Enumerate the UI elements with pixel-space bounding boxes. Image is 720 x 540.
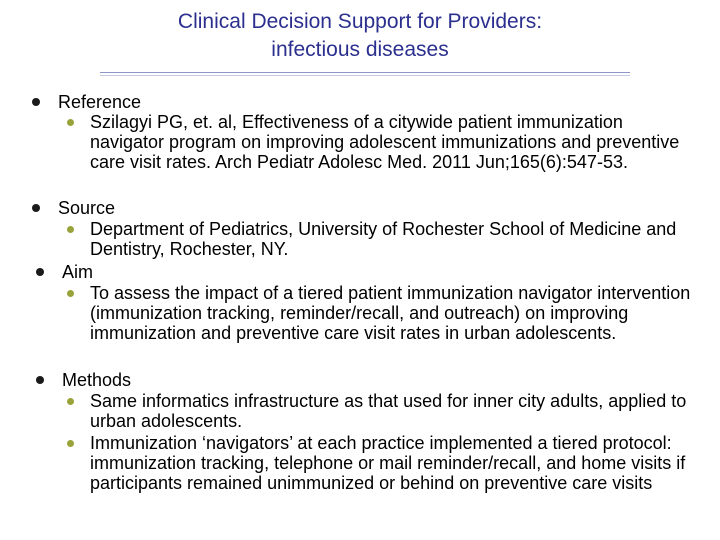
sub-bullet-icon — [67, 119, 74, 126]
reference-citation: Szilagyi PG, et. al, Effectiveness of a citywide patient immunization navigator program on improving adolescent immunizations and preventive care visit rates. Arch Pediatr Adolesc Med. 2011 Jun;165(6):547-53. — [90, 112, 680, 172]
section-heading-source: Source — [58, 198, 116, 218]
bullet-icon — [32, 98, 40, 106]
methods-item-2: Immunization ‘navigators’ at each practice implemented a tiered protocol: immunization tracking, telephone or mail reminder/recall, and home visits if participants remained unimmunized or behind on preventive care visits — [90, 433, 686, 493]
methods-item-1: Same informatics infrastructure as that used for inner city adults, applied to urban adolescents. — [90, 391, 687, 431]
sub-bullet-icon — [67, 440, 74, 447]
slide-title — [0, 8, 720, 64]
section-heading-methods: Methods — [62, 370, 132, 390]
slide-title-line-2: infectious diseases — [271, 38, 449, 61]
sub-bullet-icon — [67, 398, 74, 405]
source-text: Department of Pediatrics, University of Rochester School of Medicine and Dentistry, Rochester, NY. — [90, 219, 677, 259]
bullet-icon — [36, 268, 44, 276]
section-heading-aim: Aim — [62, 262, 93, 282]
aim-text: To assess the impact of a tiered patient immunization navigator intervention (immunization tracking, reminder/recall, and outreach) on improving immunization and preventive care visit rates in urban adolescents. — [90, 283, 691, 343]
sub-bullet-icon — [67, 290, 74, 297]
sub-bullet-icon — [67, 226, 74, 233]
bullet-icon — [36, 376, 44, 384]
bullet-icon — [32, 204, 40, 212]
title-divider — [100, 72, 630, 76]
section-heading-reference: Reference — [58, 92, 142, 112]
slide-title-line-1: Clinical Decision Support for Providers: — [177, 10, 543, 33]
